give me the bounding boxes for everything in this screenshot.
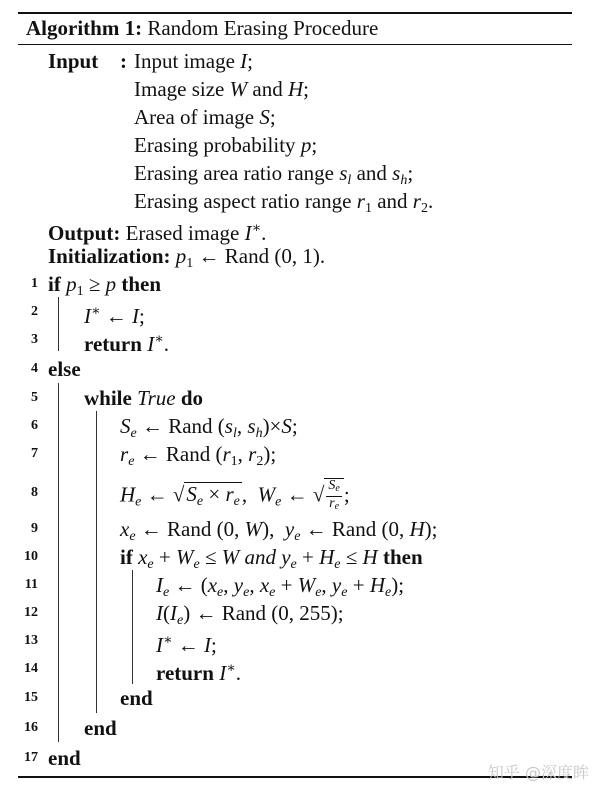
indent-bar	[132, 570, 133, 684]
step-5: while True do	[84, 386, 204, 410]
input-line-5: Erasing area ratio range $s_l$ and $s_h$;	[134, 161, 414, 188]
step-15: end	[120, 686, 153, 710]
step-13: I∗ ← I;	[156, 633, 217, 657]
line-number: 14	[24, 661, 38, 676]
step-8: $H_e$ ← $√S_e \times r_e$, $W_e$ ← √ $\frac{S_e}{r_e}$ ;	[120, 478, 350, 512]
line-number: 10	[24, 549, 38, 564]
indent-bar	[96, 411, 97, 713]
indent-bar	[58, 383, 59, 742]
initialization-line: Initialization: $p_1$ ← Rand (0, 1).	[48, 244, 326, 271]
line-number: 17	[24, 750, 38, 765]
step-7: $r_e$ ← Rand ($r_1$, $r_2$);	[120, 442, 277, 469]
step-17: end	[48, 746, 81, 770]
line-number: 12	[24, 605, 38, 620]
algorithm-header	[26, 15, 378, 41]
step-9: $x_e$ ← Rand (0, W), $y_e$ ← Rand (0, H);	[120, 517, 438, 544]
step-4: else	[48, 357, 81, 381]
line-number: 3	[31, 332, 38, 347]
line-number: 16	[24, 720, 38, 735]
input-line-4: Erasing probability p;	[134, 133, 318, 157]
line-number: 1	[31, 276, 38, 291]
line-number: 9	[31, 521, 38, 536]
output-keyword: Output:	[48, 221, 121, 245]
step-3: return I∗.	[84, 332, 169, 356]
step-1: if $p_1 \ge p$ then	[48, 272, 162, 299]
line-number: 5	[31, 390, 38, 405]
output-line: Output: Erased image I∗.	[48, 221, 267, 245]
line-number: 8	[31, 485, 38, 500]
initialization-keyword: Initialization:	[48, 244, 171, 268]
input-line-2: Image size W and H;	[134, 77, 309, 101]
line-number: 15	[24, 690, 38, 705]
algorithm-title: Random Erasing Procedure	[147, 16, 379, 40]
step-14: return I∗.	[156, 661, 241, 685]
input-line-3: Area of image S;	[134, 105, 276, 129]
input-line-6: Erasing aspect ratio range $r_1$ and $r_2$.	[134, 189, 434, 216]
step-11: $I_e$ ← ($x_e$, $y_e$, $x_e + W_e$, $y_e + H_e$);	[156, 573, 405, 600]
line-number: 4	[31, 361, 38, 376]
step-2: I∗ ← I;	[84, 304, 145, 328]
line-number: 6	[31, 418, 38, 433]
watermark: 知乎 @深度眸	[487, 763, 589, 782]
top-rule	[18, 12, 572, 14]
header-rule	[18, 44, 572, 45]
line-number: 13	[24, 633, 38, 648]
step-12: $I(I_e)$ ← Rand (0, 255);	[156, 601, 344, 628]
input-colon: :	[120, 49, 127, 73]
step-10: if $x_e + W_e \le W$ and $y_e + H_e \le H$ then	[120, 545, 423, 572]
algorithm-label: Algorithm 1:	[26, 16, 143, 40]
line-number: 11	[24, 577, 38, 592]
indent-bar	[58, 297, 59, 351]
step-6: $S_e$ ← Rand ($s_l$, $s_h)\times S$;	[120, 414, 298, 441]
line-number: 2	[31, 304, 38, 319]
line-number: 7	[31, 446, 38, 461]
input-keyword: Input	[48, 49, 99, 73]
input-line-1: Input image I;	[134, 49, 253, 73]
step-16: end	[84, 716, 117, 740]
